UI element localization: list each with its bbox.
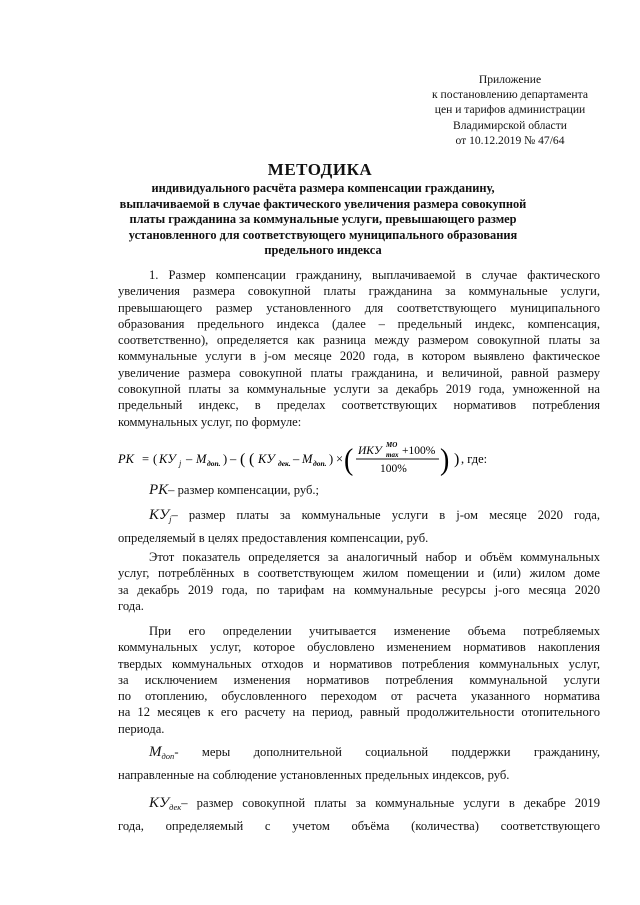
paragraph-line: на 12 месяцев к его расчету на период, равный продолжительности отопительного [118,705,600,720]
formula [118,440,600,476]
subtitle-line: индивидуального расчёта размера компенсации гражданину, [151,181,495,195]
appendix-line: Владимирской области [453,118,567,132]
kudek-sub: дек [169,802,182,812]
paragraph-line: периода. [118,721,165,736]
formula-paren: ( [249,451,255,468]
formula-big-paren: ( [344,443,354,476]
formula-tail: , где: [461,452,488,466]
subtitle-line: платы гражданина за коммунальные услуги, превышающего размер [129,212,517,227]
appendix-line: цен и тарифов администрации [434,103,586,117]
formula-paren: ) [454,451,460,468]
formula-paren: ( [153,452,158,466]
paragraph-line: за декабрь 2019 года, по тарифам на коммунальные ресурсы j-ого месяца 2020 [118,582,600,597]
definition-pk [118,482,600,498]
paragraph-3 [118,623,600,737]
subtitle-line: выплачиваемой в случае фактического увеличения размера совокупной [119,196,527,211]
subtitle-line: установленного для соответствующего муниципального образования [128,227,518,242]
pk-symbol: PK [149,482,169,498]
kuj-symbol: KУ [149,507,170,523]
paragraph-line: направленные на соблюдение установленных предельных индексов, руб. [118,768,510,783]
formula-lhs: PK [118,452,134,466]
formula-denom: 100% [380,463,407,475]
paragraph-line: увеличение размера совокупной платы гражданина, и величиной, равной размеру [118,365,600,380]
kuj-sub: j [169,514,172,524]
paragraph-line: образования предельного индекса (далее – предельный индекс, компенсация, [118,316,600,331]
formula-ku-sub: j [179,459,182,468]
formula-ku: KУ [258,452,275,466]
definition-kuj [118,507,600,547]
pk-text: – размер компенсации, руб.; [168,483,320,497]
paragraph-line: определяемый в целях предоставления компенсации, руб. [118,531,429,546]
formula-plus100: +100% [402,445,436,457]
paragraph-line: При его определении учитывается изменение объема потребляемых [149,624,600,638]
formula-svg [118,440,600,476]
mdop-symbol: M [149,744,162,760]
paragraph-line: увеличения размера совокупной платы гражданина за коммунальные услуги, [118,284,600,299]
paragraph-line: совокупной платы за коммунальные услуги за декабрь 2019 года, умноженной на [118,382,600,397]
formula-minus: – [186,452,193,466]
paragraph-line: предельный индекс, в пределах соответствующих нормативов потребления [118,398,600,413]
formula-big-paren: ) [440,443,450,476]
definition-kudek [118,795,600,835]
paragraph-line: услуг, потреблённых в соответствующем жилом помещении и (или) жилом доме [118,566,600,581]
paragraph-line: года. [118,598,144,613]
paragraph-line: коммунальные услуги в j-ом месяце 2020 года, в котором выявлено фактическое [118,349,600,364]
appendix-line: от 10.12.2019 № 47/64 [455,133,565,147]
paragraph-2 [118,549,600,614]
document-title: МЕТОДИКА [267,160,373,179]
appendix-line: к постановлению департамента [432,88,588,102]
formula-paren: ( [240,451,246,468]
formula-m-sub: доп. [313,459,327,468]
paragraph-line: 1. Размер компенсации гражданину, выплачиваемой в случае фактического [149,268,600,282]
paragraph-line: года, определяемый с учетом объёма (количества) соответствующего [118,819,600,834]
formula-m: M [302,452,313,466]
paragraph-1 [118,267,600,430]
mdop-text: - меры дополнительной социальной поддержки гражданину, [174,745,600,759]
kudek-symbol: KУ [149,795,170,811]
appendix-header [412,72,608,148]
formula-minus: – [230,452,237,466]
formula-times: × [336,452,344,466]
subtitle-line: предельного индекса [264,243,382,258]
paragraph-line: Этот показатель определяется за аналогичный набор и объём коммунальных [149,550,600,564]
formula-iku: ИKУ [358,445,382,457]
definition-mdop [118,744,600,784]
formula-paren: ) [223,452,228,466]
paragraph-line: по отоплению, обусловленного переходом от расчета указанного норматива [118,689,600,704]
paragraph-line: коммунальных услуг, которое обусловлено изменением нормативов накопления [118,640,600,655]
paragraph-line: за исключением изменения нормативов потребления коммунальной услуги [118,672,600,687]
formula-iku-sup: MO [386,441,398,449]
mdop-sub: доп [161,751,175,761]
formula-m-sub: доп. [207,459,221,468]
kudek-text: – размер совокупной платы за коммунальные услуги в декабре 2019 [181,796,600,810]
paragraph-line: соответственно), определяется как разница между размером совокупной платы за [118,333,600,348]
document-subtitle [108,181,538,259]
formula-m: M [196,452,207,466]
formula-minus: – [293,452,300,466]
formula-ku-dec-sub: дек. [278,459,291,468]
formula-eq: = [142,452,150,466]
appendix-line: Приложение [478,73,542,86]
paragraph-line: твердых коммунальных отходов и нормативов потребления коммунальных услуг, [118,656,600,671]
formula-ku: KУ [159,452,176,466]
formula-paren: ) [329,452,334,466]
formula-iku-sub: max [386,451,399,459]
kuj-text: – размер платы за коммунальные услуги в j-ом месяце 2020 года, [171,508,600,522]
paragraph-line: коммунальных услуг, по формуле: [118,414,302,429]
paragraph-line: превышающего размер установленного для соответствующего муниципального [118,300,600,315]
